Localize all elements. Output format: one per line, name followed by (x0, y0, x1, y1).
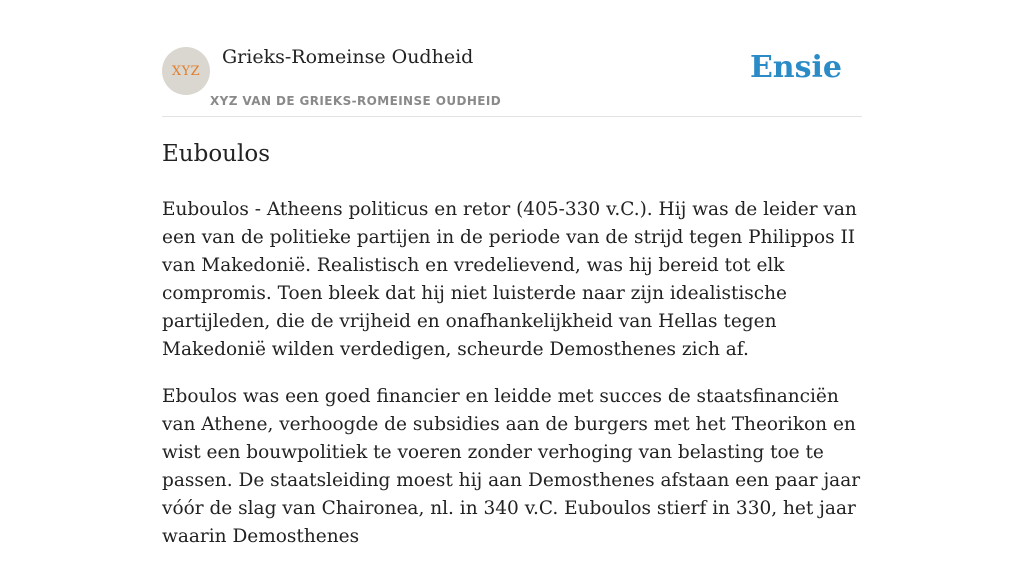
publication-avatar[interactable]: XYZ (162, 47, 210, 95)
publication-subtitle: XYZ VAN DE GRIEKS-ROMEINSE OUDHEID (210, 94, 502, 108)
ensie-logo-link[interactable]: Ensie (749, 50, 842, 85)
publication-title[interactable]: Grieks-Romeinse Oudheid (222, 46, 474, 68)
article-paragraph-1: Euboulos - Atheens politicus en retor (405-330 v.C.). Hij was de leider van een van de politieke partijen in de periode van de strijd tegen Philippos II van Makedonië. Realistisch en vredelievend, was hij bereid tot elk compromis. Toen bleek dat hij niet luisterde naar zijn idealistische partijleden, die de vrijheid en onafhankelijkheid van Hellas tegen Makedonië wilden verdedigen, scheurde Demosthenes zich af. (162, 199, 857, 360)
article (162, 136, 862, 570)
article-paragraph-2: Eboulos was een goed financier en leidde met succes de staatsfinanciën van Athene, verhoogde de subsidies aan de burgers met het Theorikon en wist een bouwpolitiek te voeren zonder verhoging van belasting toe te passen. De staatsleiding moest hij aan Demosthenes afstaan een paar jaar vóór de slag van Chaironea, nl. in 340 v.C. Euboulos stierf in 330, het jaar waarin Demosthenes (162, 386, 861, 547)
publication-header (162, 40, 862, 117)
article-title: Euboulos (162, 141, 270, 167)
